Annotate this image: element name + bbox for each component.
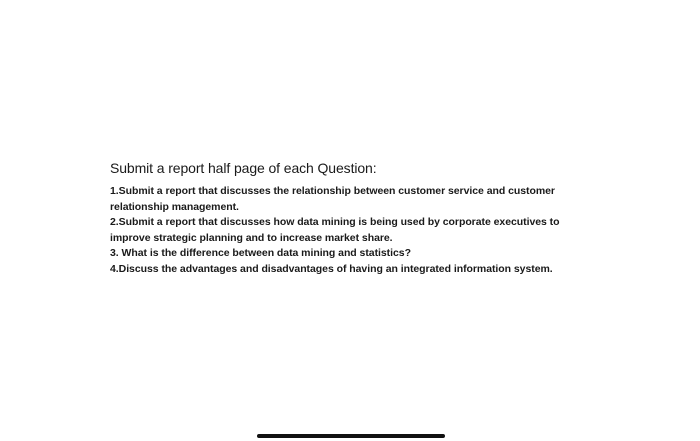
question-item: 2.Submit a report that discusses how data mining is being used by corporate executives to improve strategic planning and to increase market share. xyxy=(110,216,560,244)
question-item: 3. What is the difference between data mining and statistics? xyxy=(110,247,411,259)
question-item: 4.Discuss the advantages and disadvantages of having an integrated information system. xyxy=(110,262,553,275)
assignment-content xyxy=(110,159,600,277)
question-item: 1.Submit a report that discusses the relationship between customer service and customer relationship management. xyxy=(110,185,555,213)
assignment-heading: Submit a report half page of each Question: xyxy=(110,160,377,176)
question-list xyxy=(110,184,600,277)
home-indicator-bar[interactable] xyxy=(257,434,445,438)
